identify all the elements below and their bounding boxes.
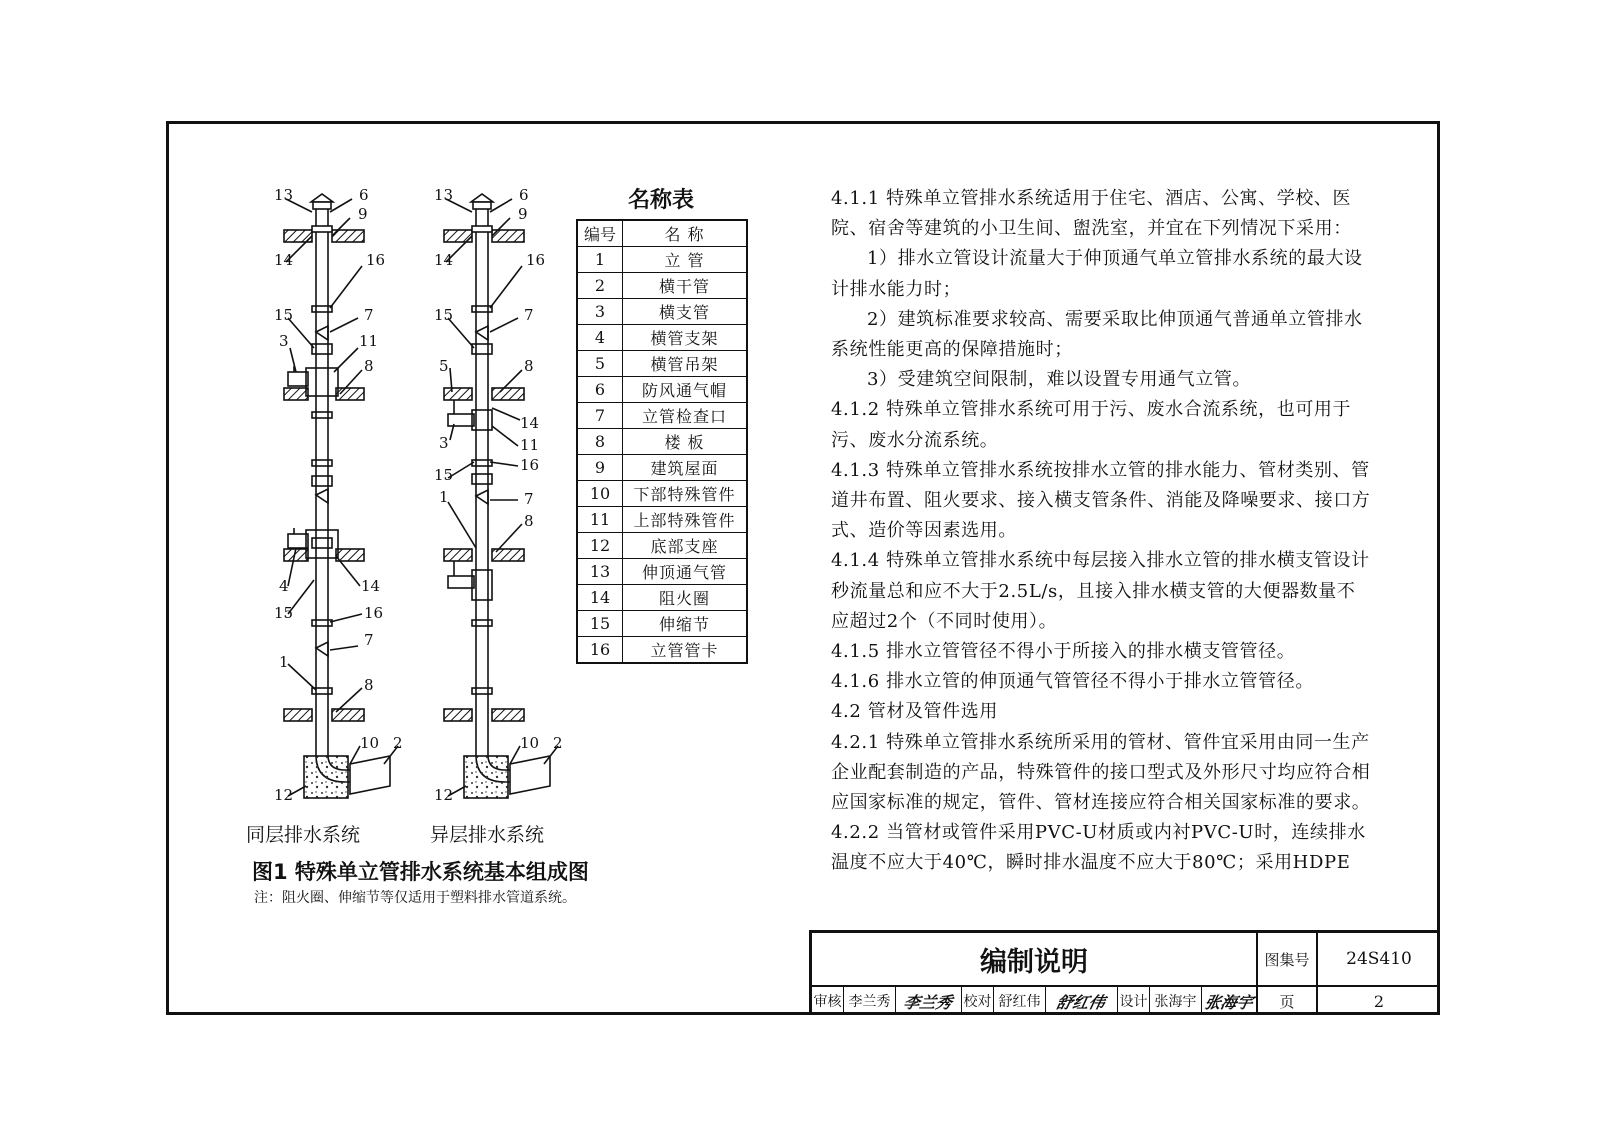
checker-signature-text: 舒红伟 — [1055, 992, 1108, 1012]
clause-4-1-1-item-2: 2）建筑标准要求较高、需要采取比伸顶通气普通单立管排水系统性能更高的保障措施时； — [831, 308, 1363, 361]
designer-name: 张海宇 — [1150, 987, 1202, 1015]
name-table-row — [577, 637, 747, 664]
item-number: 6 — [577, 377, 623, 403]
callout-9: 9 — [518, 205, 528, 223]
name-table-body — [577, 247, 747, 664]
name-table-row — [577, 429, 747, 455]
item-name: 立管管卡 — [623, 637, 748, 664]
callout-8b: 8 — [364, 676, 374, 694]
name-table-row — [577, 247, 747, 273]
different-floor-system-label: 异层排水系统 — [430, 824, 545, 846]
clause-4-1-1-item-1: 1）排水立管设计流量大于伸顶通气单立管排水系统的最大设计排水能力时； — [831, 248, 1363, 300]
callout-13: 13 — [274, 186, 294, 204]
reviewer-name: 李兰秀 — [844, 987, 896, 1015]
clause-4-1-5: 4.1.5 排水立管管径不得小于所接入的排水横支管管径。 — [831, 641, 1296, 663]
callout-1: 1 — [279, 653, 289, 671]
callout-16b: 16 — [520, 456, 540, 474]
name-table-row — [577, 351, 747, 377]
item-name: 横支管 — [623, 299, 748, 325]
name-table-title: 名称表 — [628, 188, 695, 213]
name-table-row — [577, 377, 747, 403]
item-name: 建筑屋面 — [623, 455, 748, 481]
item-name: 横管支架 — [623, 325, 748, 351]
callout-8b: 8 — [524, 512, 534, 530]
check-label: 校对 — [962, 987, 994, 1015]
callout-1: 1 — [439, 488, 449, 506]
name-table-row — [577, 403, 747, 429]
callout-14b: 14 — [361, 577, 381, 595]
page-number: 2 — [1373, 991, 1385, 1011]
callout-3: 3 — [279, 332, 289, 350]
item-number: 7 — [577, 403, 623, 429]
callout-14: 14 — [434, 251, 454, 269]
clause-4-2-1: 4.2.1 特殊单立管排水系统所采用的管材、管件宜采用由同一生产企业配套制造的产品，特殊管件的接口型式及外形尺寸均应符合相应国家标准的规定，管件、管材连接应符合相关国家标准的要求。 — [831, 731, 1371, 814]
name-table-header — [577, 220, 747, 247]
approval-row — [812, 987, 1258, 1015]
item-name: 楼 板 — [623, 429, 748, 455]
callout-14: 14 — [274, 251, 294, 269]
item-number: 8 — [577, 429, 623, 455]
callout-2: 2 — [553, 734, 563, 752]
item-number: 4 — [577, 325, 623, 351]
section-4-2-heading: 4.2 管材及管件选用 — [831, 701, 998, 723]
header-name: 名 称 — [623, 220, 748, 247]
callout-15: 15 — [274, 306, 294, 324]
item-number: 1 — [577, 247, 623, 273]
clause-4-1-1-item-3: 3）受建筑空间限制，难以设置专用通气立管。 — [867, 369, 1252, 391]
clause-4-1-1: 4.1.1 特殊单立管排水系统适用于住宅、酒店、公寓、学校、医院、宿舍等建筑的小卫生间、盥洗室，并宜在下列情况下采用： — [831, 188, 1352, 240]
name-table-row — [577, 299, 747, 325]
item-number: 15 — [577, 611, 623, 637]
callout-11: 11 — [520, 436, 540, 454]
name-table-row — [577, 325, 747, 351]
callout-8: 8 — [364, 357, 374, 375]
callout-10: 10 — [360, 734, 380, 752]
item-number: 16 — [577, 637, 623, 664]
item-name: 横干管 — [623, 273, 748, 299]
callout-13: 13 — [434, 186, 454, 204]
atlas-number-label: 图集号 — [1258, 933, 1318, 987]
checker-name: 舒红伟 — [994, 987, 1046, 1015]
name-table-row — [577, 559, 747, 585]
reviewer-signature-text: 李兰秀 — [902, 992, 955, 1012]
callout-2: 2 — [393, 734, 403, 752]
item-number: 9 — [577, 455, 623, 481]
item-number: 14 — [577, 585, 623, 611]
page-label: 页 — [1258, 987, 1318, 1015]
callout-15b: 15 — [434, 466, 454, 484]
callout-7: 7 — [364, 306, 374, 324]
item-name: 立管检查口 — [623, 403, 748, 429]
callout-7b: 7 — [524, 490, 534, 508]
item-name: 横管吊架 — [623, 351, 748, 377]
clause-4-1-2: 4.1.2 特殊单立管排水系统可用于污、废水合流系统，也可用于污、废水分流系统。 — [831, 399, 1352, 451]
item-number: 11 — [577, 507, 623, 533]
name-table — [576, 219, 748, 664]
callout-3: 3 — [439, 434, 449, 452]
item-name: 下部特殊管件 — [623, 481, 748, 507]
item-number: 12 — [577, 533, 623, 559]
same-floor-system-label: 同层排水系统 — [246, 824, 361, 846]
callout-4: 4 — [279, 577, 289, 595]
clause-4-1-6: 4.1.6 排水立管的伸顶通气管管径不得小于排水立管管径。 — [831, 671, 1314, 693]
name-table-row — [577, 507, 747, 533]
name-table-row — [577, 533, 747, 559]
name-table-row — [577, 585, 747, 611]
sheet-title: 编制说明 — [812, 933, 1258, 987]
item-name: 伸顶通气管 — [623, 559, 748, 585]
callout-16b: 16 — [364, 604, 384, 622]
callout-6: 6 — [359, 186, 369, 204]
design-label: 设计 — [1118, 987, 1150, 1015]
title-block — [809, 930, 1440, 1015]
clause-4-1-4: 4.1.4 特殊单立管排水系统中每层接入排水立管的排水横支管设计秒流量总和应不大于2.5L/s，且接入排水横支管的大便器数量不应超过2个（不同时使用）。 — [831, 550, 1370, 632]
callout-12: 12 — [274, 786, 294, 804]
clause-4-1-3: 4.1.3 特殊单立管排水系统按排水立管的排水能力、管材类别、管道井布置、阻火要求、接入横支管条件、消能及降噪要求、接口方式、造价等因素选用。 — [831, 459, 1371, 542]
item-name: 上部特殊管件 — [623, 507, 748, 533]
item-number: 5 — [577, 351, 623, 377]
figure-title: 图1 特殊单立管排水系统基本组成图 — [252, 860, 589, 884]
specification-text — [831, 184, 1373, 879]
callout-7b: 7 — [364, 631, 374, 649]
name-table-row — [577, 455, 747, 481]
item-number: 3 — [577, 299, 623, 325]
callout-8: 8 — [524, 357, 534, 375]
callout-16: 16 — [366, 251, 386, 269]
header-number: 编号 — [577, 220, 623, 247]
reviewer-signature — [896, 987, 962, 1015]
callout-15b: 15 — [274, 604, 294, 622]
item-number: 2 — [577, 273, 623, 299]
callout-15: 15 — [434, 306, 454, 324]
callout-11: 11 — [359, 332, 379, 350]
callout-7: 7 — [524, 306, 534, 324]
name-table-row — [577, 273, 747, 299]
item-name: 伸缩节 — [623, 611, 748, 637]
designer-signature-text: 张海宇 — [1202, 992, 1255, 1012]
review-label: 审核 — [812, 987, 844, 1015]
callout-14b: 14 — [520, 414, 540, 432]
figure-note: 注：阻火圈、伸缩节等仅适用于塑料排水管道系统。 — [254, 890, 576, 906]
item-name: 底部支座 — [623, 533, 748, 559]
designer-signature — [1202, 987, 1256, 1015]
callout-9: 9 — [358, 205, 368, 223]
different-floor-drainage-diagram — [444, 194, 558, 798]
callout-6: 6 — [519, 186, 529, 204]
callout-12: 12 — [434, 786, 454, 804]
item-name: 防风通气帽 — [623, 377, 748, 403]
callout-10: 10 — [520, 734, 540, 752]
name-table-row — [577, 481, 747, 507]
clause-4-2-2: 4.2.2 当管材或管件采用PVC-U材质或内衬PVC-U时，连续排水温度不应大于40℃，瞬时排水温度不应大于80℃；采用HDPE — [831, 822, 1366, 874]
checker-signature — [1046, 987, 1118, 1015]
same-floor-drainage-diagram — [284, 194, 398, 798]
item-number: 10 — [577, 481, 623, 507]
item-name: 阻火圈 — [623, 585, 748, 611]
atlas-number: 24S410 — [1318, 933, 1440, 987]
item-name: 立 管 — [623, 247, 748, 273]
callout-16: 16 — [526, 251, 546, 269]
callout-5: 5 — [439, 357, 449, 375]
name-table-row — [577, 611, 747, 637]
item-number: 13 — [577, 559, 623, 585]
